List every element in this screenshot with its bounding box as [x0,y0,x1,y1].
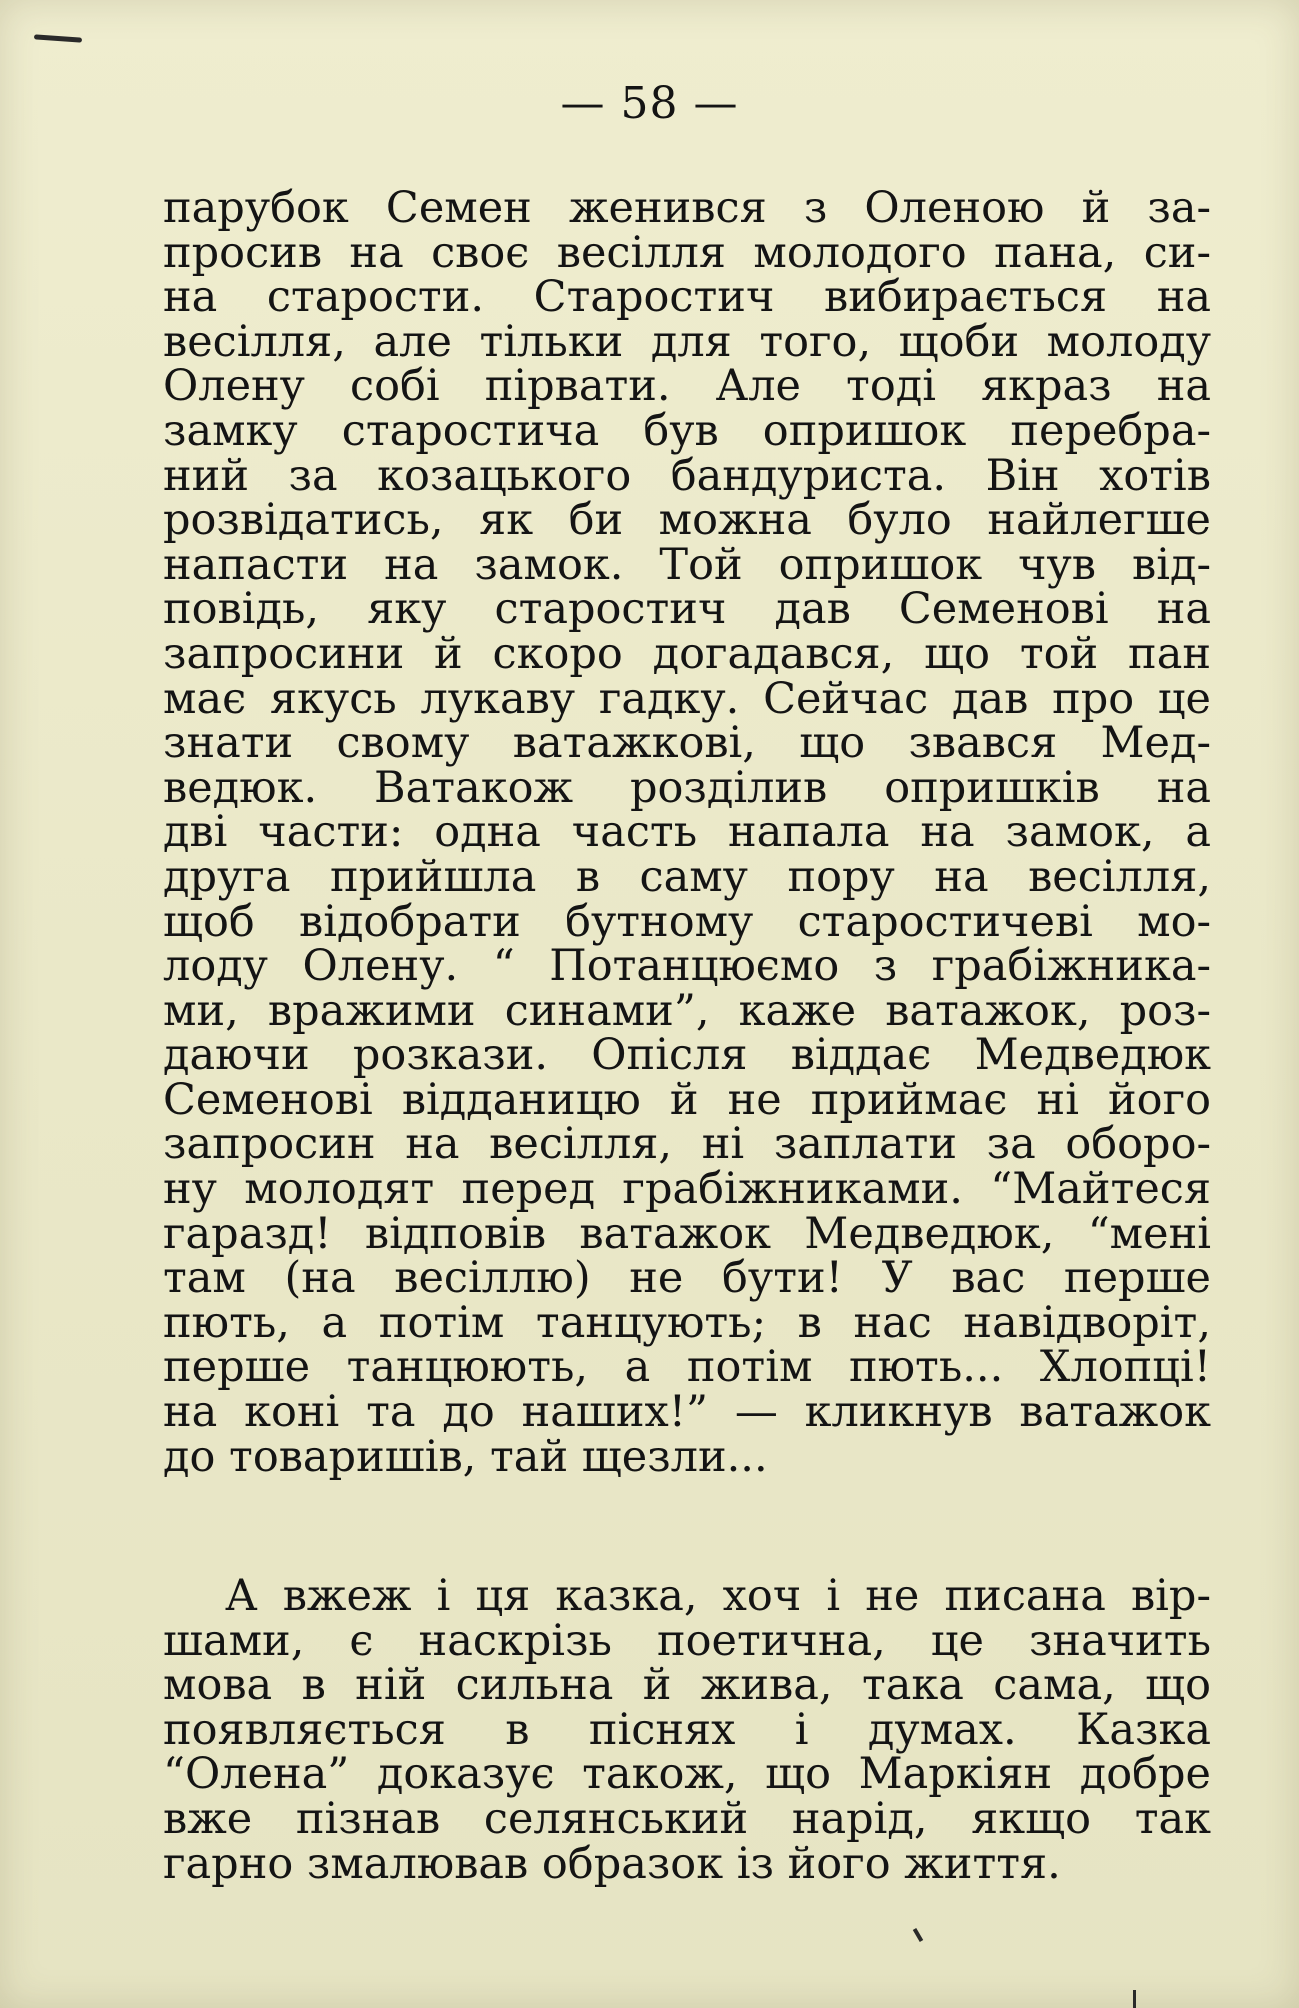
text-line: там (на весіллю) не бути! У вас перше [163,1253,1211,1304]
text-line: щоб відобрати бутному старостичеві мо- [163,896,1211,947]
page-number: — 58 — [560,78,739,129]
ink-mark-bottom [913,1928,923,1942]
text-line: до товаришів, тай щезли... [163,1431,768,1482]
text-line: пють, а потім танцують; в нас навідворіт, [163,1297,1211,1348]
text-line: весілля, але тільки для того, щоби молоду [163,316,1211,367]
text-line: повідь, яку старостич дав Семенові на [163,584,1211,635]
paragraph-1 [163,183,1211,1482]
text-line: ний за козацького бандуриста. Він хотів [163,450,1211,501]
text-line: має якусь лукаву гадку. Сейчас дав про це [163,673,1211,724]
text-line: запросин на весілля, ні заплати за оборо- [163,1119,1211,1170]
text-line: розвідатись, як би можна було найлегше [163,495,1211,546]
text-line: дві части: одна часть напала на замок, а [163,807,1211,858]
text-line: мова в ній сильна й жива, така сама, що [163,1660,1211,1711]
text-line: лоду Олену. “ Потанцюємо з грабіжника- [163,941,1211,992]
text-line: парубок Семен женився з Оленою й за- [163,183,1211,233]
text-line: напасти на замок. Той опришок чув від- [163,539,1211,590]
text-line: замку старостича був опришок перебра- [163,405,1211,456]
text-line: появляється в піснях і думах. Казка [163,1704,1211,1755]
text-line: ми, вражими синами”, каже ватажок, роз- [163,985,1211,1036]
text-line: гаразд! відповів ватажок Медведюк, “мені [163,1208,1211,1259]
text-line: знати свому ватажкові, що звався Мед- [163,718,1211,769]
text-line: вже пізнав селянський нарід, якщо так [163,1793,1211,1844]
text-line: А вжеж і ця казка, хоч і не писана вір- [225,1571,1211,1621]
text-line: даючи розкази. Опісля віддає Медведюк [163,1030,1211,1081]
text-line: ну молодят перед грабіжниками. “Майтеся [163,1164,1211,1215]
text-line: перше танцюють, а потім пють... Хлопці! [163,1342,1211,1393]
paragraph-2 [163,1571,1211,1889]
text-line: ведюк. Ватакож розділив опришків на [163,762,1211,813]
text-line: запросини й скоро догадався, що той пан [163,628,1211,679]
text-line: гарно змалював образок із його життя. [163,1838,1061,1889]
text-line: шами, є наскрізь поетична, це значить [163,1615,1211,1666]
ink-mark-top-left [34,34,82,42]
text-line: друга прийшла в саму пору на весілля, [163,851,1211,902]
text-line: Олену собі пірвати. Але тоді якраз на [163,361,1211,412]
text-line: “Олена” доказує також, що Маркіян добре [163,1749,1211,1800]
text-line: Семенові відданицю й не приймає ні його [163,1074,1211,1125]
ink-mark-bottom-right [1133,1990,1136,2008]
text-line: на коні та до наших!” — кликнув ватажок [163,1387,1211,1438]
text-line: просив на своє весілля молодого пана, си- [163,227,1211,278]
text-line: на старости. Старостич вибирається на [163,272,1211,323]
